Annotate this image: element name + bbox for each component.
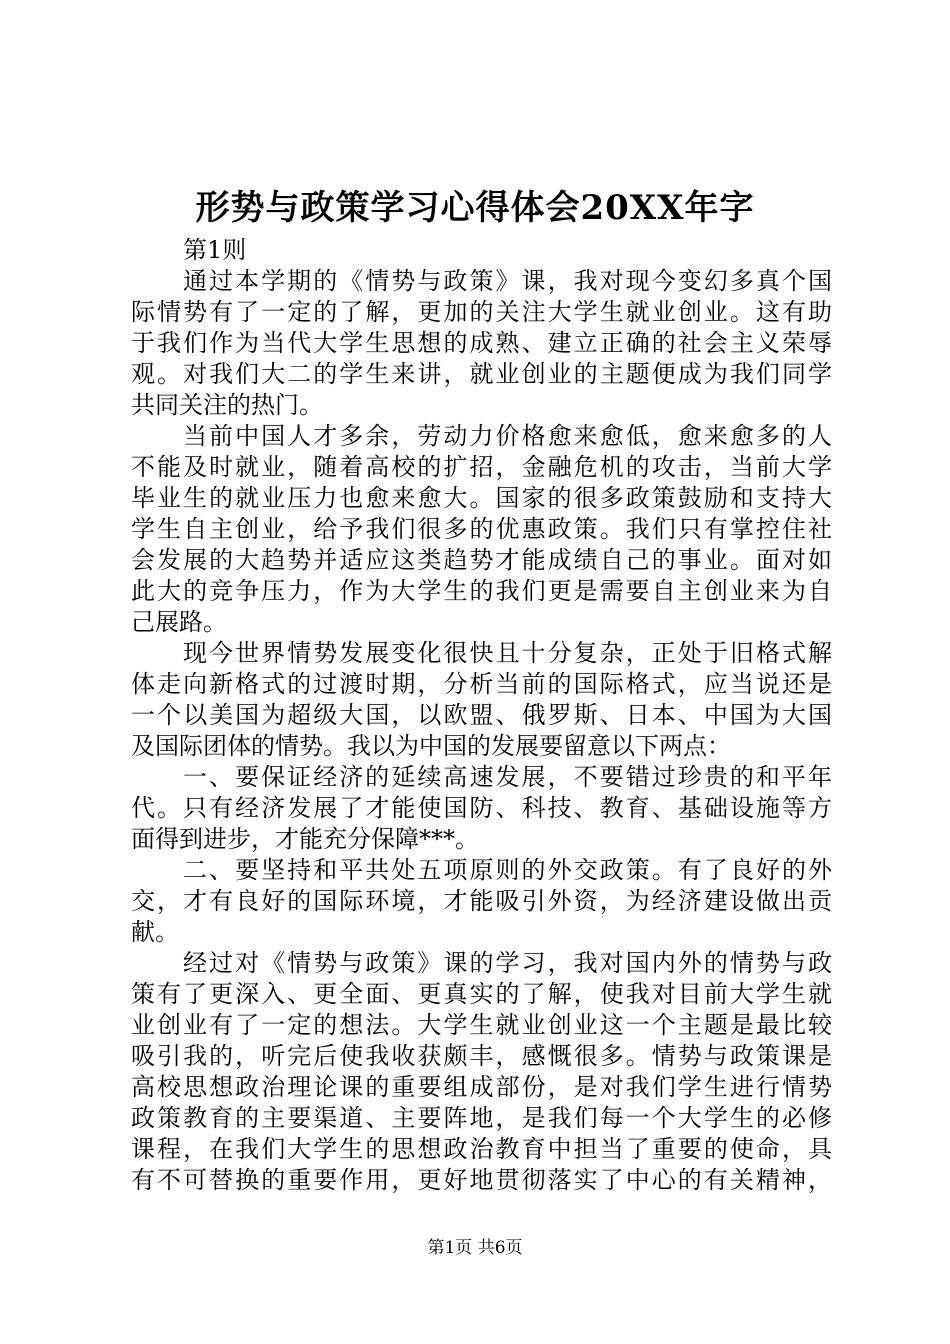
text-line: 高校思想政治理论课的重要组成部份，是对我们学生进行情势	[131, 1073, 832, 1101]
text-line: 交，才有良好的国际环境，才能吸引外资，为经济建设做出贡	[131, 887, 832, 915]
text-line: 通过本学期的《情势与政策》课，我对现今变幻多真个国	[183, 267, 832, 295]
text-line: 己展路。	[131, 608, 227, 636]
text-line: 经过对《情势与政策》课的学习，我对国内外的情势与政	[183, 949, 832, 977]
text-line: 吸引我的，听完后使我收获颇丰，感慨很多。情势与政策课是	[131, 1042, 832, 1070]
text-line: 课程，在我们大学生的思想政治教育中担当了重要的使命，具	[131, 1135, 832, 1163]
text-line: 第1则	[183, 236, 247, 264]
text-line: 二、要坚持和平共处五项原则的外交政策。有了良好的外	[183, 856, 832, 884]
text-line: 当前中国人才多余，劳动力价格愈来愈低，愈来愈多的人	[183, 422, 832, 450]
document-body	[131, 235, 832, 1196]
text-line: 观。对我们大二的学生来讲，就业创业的主题便成为我们同学	[131, 360, 832, 388]
text-line: 献。	[131, 918, 179, 946]
text-line: 政策教育的主要渠道、主要阵地，是我们每一个大学生的必修	[131, 1104, 832, 1132]
text-line: 不能及时就业，随着高校的扩招，金融危机的攻击，当前大学	[131, 453, 832, 481]
text-line: 会发展的大趋势并适应这类趋势才能成绩自己的事业。面对如	[131, 546, 832, 574]
text-line: 共同关注的热门。	[131, 391, 323, 419]
text-line: 面得到进步，才能充分保障***。	[131, 825, 479, 853]
text-line: 业创业有了一定的想法。大学生就业创业这一个主题是最比较	[131, 1011, 832, 1039]
text-line: 学生自主创业，给予我们很多的优惠政策。我们只有掌控住社	[131, 515, 832, 543]
text-line: 策有了更深入、更全面、更真实的了解，使我对目前大学生就	[131, 980, 832, 1008]
text-line: 体走向新格式的过渡时期，分析当前的国际格式，应当说还是	[131, 670, 832, 698]
text-line: 一、要保证经济的延续高速发展，不要错过珍贵的和平年	[183, 763, 832, 791]
text-line: 此大的竞争压力，作为大学生的我们更是需要自主创业来为自	[131, 577, 832, 605]
text-line: 际情势有了一定的了解，更加的关注大学生就业创业。这有助	[131, 298, 832, 326]
document-title: 形势与政策学习心得体会20XX年字	[195, 188, 755, 228]
text-line: 现今世界情势发展变化很快且十分复杂，正处于旧格式解	[183, 639, 832, 667]
text-line: 一个以美国为超级大国，以欧盟、俄罗斯、日本、中国为大国	[131, 701, 832, 729]
text-line: 于我们作为当代大学生思想的成熟、建立正确的社会主义荣辱	[131, 329, 832, 357]
text-line: 代。只有经济发展了才能使国防、科技、教育、基础设施等方	[131, 794, 832, 822]
text-line: 毕业生的就业压力也愈来愈大。国家的很多政策鼓励和支持大	[131, 484, 832, 512]
page-footer: 第1页 共6页	[427, 1238, 523, 1258]
text-line: 及国际团体的情势。我以为中国的发展要留意以下两点：	[131, 732, 731, 760]
text-line: 有不可替换的重要作用，更好地贯彻落实了中心的有关精神，	[131, 1166, 832, 1194]
